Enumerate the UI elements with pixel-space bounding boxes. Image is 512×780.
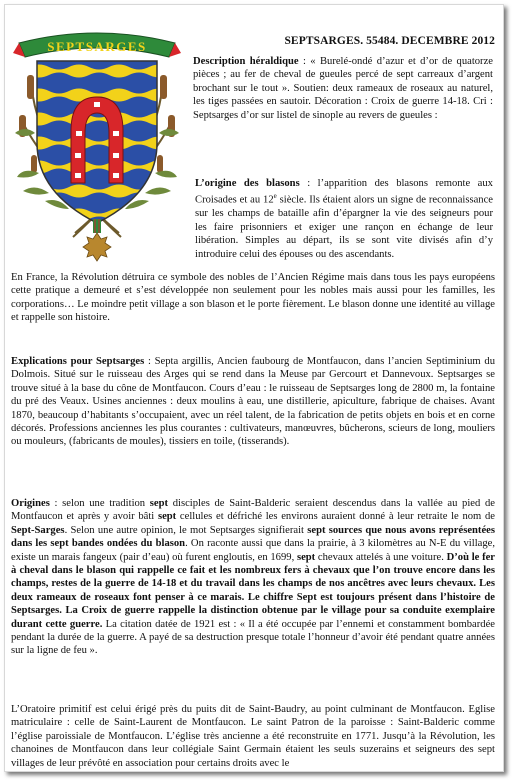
- origines-t4: . Selon une autre opinion, le mot Septsarges signifierait: [64, 524, 308, 536]
- oratoire-block: [11, 703, 495, 770]
- document-page: [4, 4, 504, 772]
- origines-label: Origines: [11, 498, 50, 509]
- oratoire-text: L’Oratoire primitif est celui érigé près du puits dit de Saint-Baudry, au point culminant de Montfaucon. Eglise matriculaire : celle de Saint-Laurent de Montfaucon. Le saint Patron de la paroisse : Saint-Balderic comme l’église paroissiale de Montfaucon. L’église très ancienne a été reconstruite en 1771. Jusqu’à la Révolution, les chanoines de Montfaucon dans leur collégiale Saint Germain étaient les seuls suzerains et seigneurs des sept villages de leur prévôté en association pour certains droits avec le: [11, 704, 495, 769]
- origines-b3: Sept-Sarges: [11, 524, 65, 536]
- motto-banner: [13, 33, 181, 57]
- coat-of-arms-icon: [9, 23, 185, 263]
- page-title: SEPTSARGES. 55484. DECEMBRE 2012: [284, 35, 495, 47]
- origines-t3: cellules et défriché les environs auraient donné à leur retraite le nom de: [176, 511, 495, 523]
- explications-label: Explications pour Septsarges: [11, 356, 145, 367]
- origines-b1: sept: [149, 498, 169, 509]
- origines-block: [11, 497, 495, 658]
- origines-t2: disciples de Saint-Balderic seraient descendus dans la vallée au pied de Montfaucon et après y avoir bâti: [11, 498, 495, 523]
- origines-b5: sept: [296, 551, 316, 563]
- origines-t1: : selon une tradition: [49, 498, 150, 509]
- description-label: Description héraldique: [193, 56, 299, 67]
- origines-b6: D’où le fer à cheval dans le blason qui rappelle ce fait et les nombreux fers à chevaux que l’on trouve encore dans les champs, restes de la guerre de 14-18 et du travail dans les champs de nos ancêtres avec leurs chevaux. Les deux rameaux de roseaux font penser à ce marais. Le chiffre Sept est toujours présent dans l’histoire de Septsarges. La Croix de guerre rappelle la distinction obtenue par le village pour sa conduite exemplaire durant cette guerre.: [11, 551, 495, 630]
- motto-text: SEPTSARGES: [47, 39, 147, 54]
- description-text: : « Burelé-ondé d’azur et d’or de quatorze pièces ; au fer de cheval de gueules percé de sept carreaux d’argent brochant sur le tout ». Soutien: deux rameaux de roseaux au naturel, les tiges passées en sautoir. Décoration : Croix de guerre 14-18. Cri : Septsarges d’or sur listel de sinople au revers de gueules :: [193, 56, 493, 121]
- origines-t7: La citation datée de 1921 est : « Il a été occupée par l’ennemi et constamment bombardée pendant la durée de la guerre. A payé de sa destruction presque totale l’honneur d’avoir été pendant quatre années sur la ligne de feu ».: [11, 618, 495, 657]
- origine-text-2: siècle. Ils étaient alors un signe de reconnaissance sur les champs de bataille afin d’épargner la vie des seigneurs pour les faire prisonniers et exiger une rançon en échange de leur libération. Simples au départ, ils se sont vite divisés afin d’y introduire celui des épouses ou des ascendants.: [195, 194, 493, 260]
- origine-label: L’origine des blasons: [195, 178, 300, 189]
- origine-continuation: [11, 271, 495, 325]
- origines-b4: sept sources que nous avons représentées dans les sept bandes ondées du blason: [11, 524, 495, 550]
- origine-text-1: : l’apparition des blasons remonte aux Croisades et au 12: [195, 178, 493, 206]
- explications-block: [11, 355, 495, 449]
- croix-de-guerre-icon: [83, 219, 111, 261]
- origine-block: [195, 177, 493, 261]
- origine-sup: e: [273, 192, 277, 201]
- origines-t5: . On raconte aussi que dans la prairie, à 3 kilomètres au N-E du village, existe un marais fangeux (pair d’eau) où furent engloutis, en 1699,: [11, 538, 495, 563]
- description-block: [193, 55, 493, 122]
- origine-text-3: En France, la Révolution détruira ce symbole des nobles de l’Ancien Régime mais dans tous les pays européens cette pratique a demeuré et s’est développée non seulement pour les nobles mais aussi pour les familles, les corporations… Le moindre petit village a son blason et le porte fièrement. Le blason donne une identité au village et rappelle son histoire.: [11, 272, 495, 324]
- origines-t6: chevaux attelés à une voiture.: [315, 551, 447, 563]
- origines-b2: sept: [157, 511, 177, 523]
- explications-text: : Septa argillis, Ancien faubourg de Montfaucon, dans l’ancien Septiminium du Dolmois. Situé sur le ruisseau des Arges qui se rend dans la Meuse par Gercourt et Dannevoux. Septsarges se trouve situé à la base du cône de Montfaucon. Cours d’eau : le ruisseau de Septsarges long de 2800 m, la fontaine du pré des Veaux. Usines anciennes : deux moulins à eau, une distillerie, apiculture, fabrique de chaises. Avant 1870, beaucoup d’habitants s’occupaient, avec un réel talent, de la fabrication de petits objets en bois et en corne décorés. Professions anciennes les plus courantes : cultivateurs, manœuvres, bûcherons, scieurs de long, mouliers ou mouleurs, (fabricants de moules), tissiers en toile, (tisserands).: [11, 356, 495, 448]
